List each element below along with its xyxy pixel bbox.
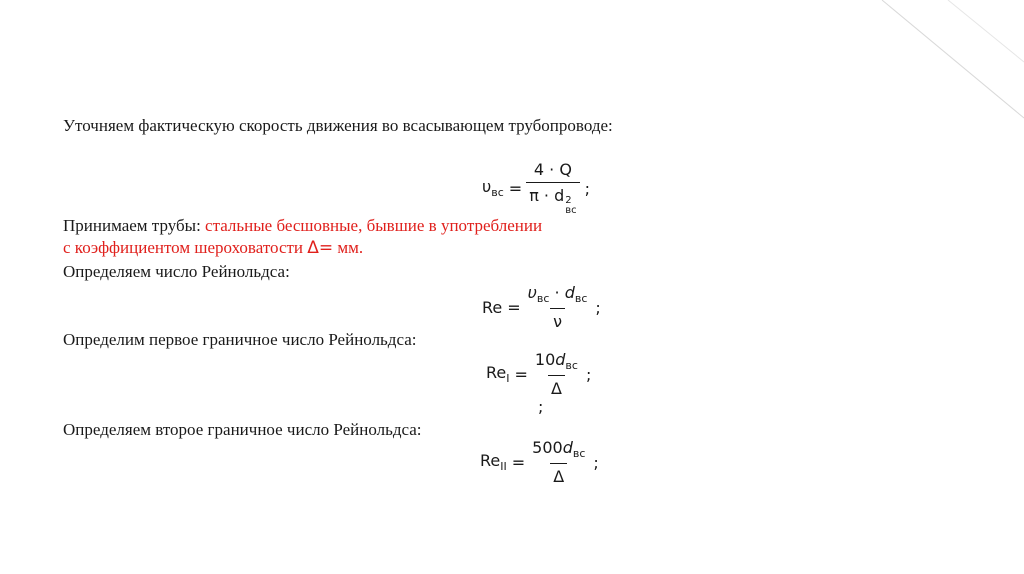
pipes-material: стальные бесшовные, бывшие в употреблении bbox=[205, 216, 543, 235]
reynolds-numerator: $\upsilon_{вс} \cdot d_{вс}$ bbox=[527, 283, 588, 305]
pipes-line-1: Принимаем трубы: стальные бесшовные, бывшие в употреблении bbox=[63, 216, 543, 235]
roughness-delta: Δ= bbox=[307, 238, 334, 258]
re1-lhs: $Re_I$ bbox=[486, 363, 510, 385]
second-limit-text: Определяем второе граничное число Рейнольдса: bbox=[63, 420, 422, 439]
re1-formula bbox=[486, 350, 591, 398]
reynolds-lhs: Re bbox=[482, 297, 503, 317]
velocity-denominator: π · d 2 вс bbox=[526, 182, 579, 216]
velocity-lhs: $\upsilon_{вс}$ bbox=[482, 177, 504, 199]
re2-numerator: $500d_{вс}$ bbox=[532, 438, 586, 460]
equals-sign: = bbox=[508, 178, 523, 198]
re1-denominator: Δ bbox=[548, 375, 565, 398]
re2-formula bbox=[480, 438, 599, 486]
first-limit-text: Определим первое граничное число Рейнольдса: bbox=[63, 330, 417, 349]
re1-numerator: $10d_{вс}$ bbox=[534, 350, 578, 372]
semicolon: ; bbox=[593, 452, 599, 472]
equals-sign: = bbox=[507, 297, 521, 317]
equals-sign: = bbox=[511, 452, 526, 472]
velocity-formula bbox=[482, 160, 590, 216]
reynolds-denominator: ν bbox=[550, 308, 565, 331]
pipes-line-2: с коэффициентом шероховатости Δ= мм. bbox=[63, 238, 364, 258]
velocity-numerator: 4 · Q bbox=[533, 160, 572, 179]
reynolds-text: Определяем число Рейнольдса: bbox=[63, 262, 290, 281]
velocity-fraction bbox=[526, 160, 579, 216]
re2-lhs: $Re_{II}$ bbox=[480, 451, 507, 473]
re2-fraction bbox=[529, 438, 588, 486]
reynolds-fraction bbox=[525, 283, 591, 331]
semicolon: ; bbox=[595, 297, 601, 317]
heading-text: Уточняем фактическую скорость движения во всасывающем трубопроводе: bbox=[63, 116, 613, 135]
re2-denominator: Δ bbox=[550, 463, 567, 486]
corner-decoration bbox=[864, 0, 1024, 120]
stray-semicolon: ; bbox=[538, 397, 544, 416]
semicolon: ; bbox=[585, 364, 592, 384]
semicolon: ; bbox=[584, 178, 591, 198]
reynolds-formula bbox=[482, 283, 601, 331]
re1-fraction bbox=[532, 350, 581, 398]
equals-sign: = bbox=[514, 364, 528, 384]
